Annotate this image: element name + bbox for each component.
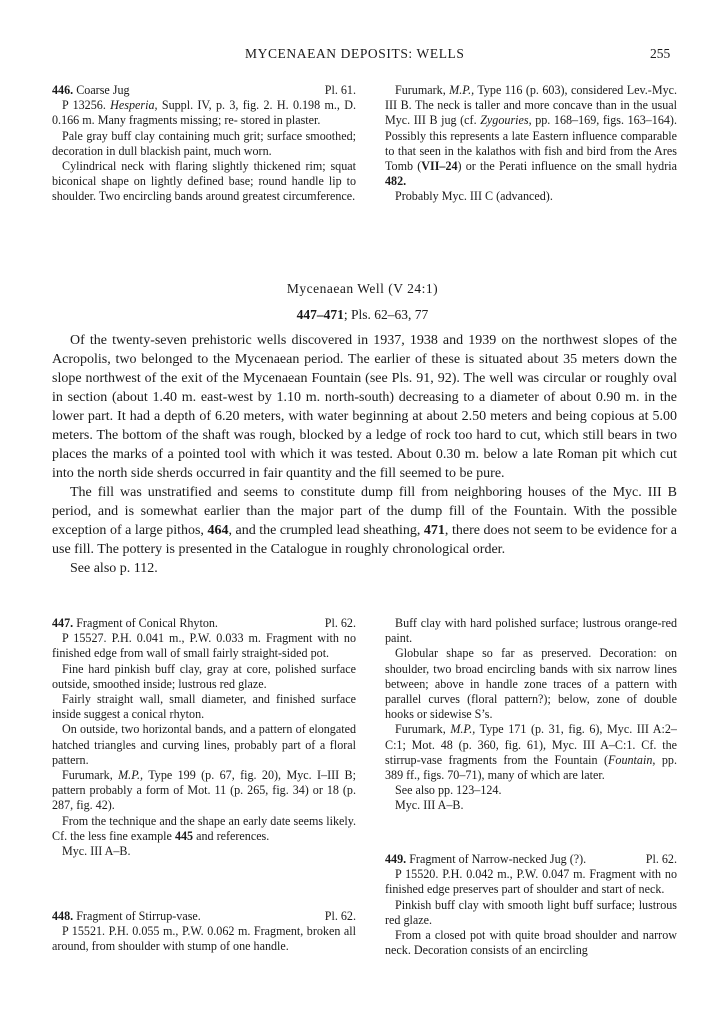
entry-447-heading: 447. Fragment of Conical Rhyton. Pl. 62. [52, 616, 356, 630]
plate-ref: Pl. 61. [324, 83, 356, 97]
entry-title: Coarse Jug [76, 83, 130, 97]
entry-number: 446. [52, 83, 74, 97]
entry-446: 446. Coarse Jug Pl. 61. P 13256. Hesperia, Suppl. IV, p. 3, fig. 2. H. 0.198 m., D. 0.166 m. Many fragments missing; re- stored in plaster. Pale gray buff clay containing much grit; surface smoothed; decoration in dull blackish paint, much worn. Cylindrical neck with flaring slightly thickened rim; squat biconical shape on lightly defined base; round handle lip to shoulder. Two encircling bands around greatest circumference. [52, 83, 356, 204]
entry-449-heading: 449. Fragment of Narrow-necked Jug (?). Pl. 62. [385, 852, 677, 866]
entry-448: 448. Fragment of Stirrup-vase. Pl. 62. P 15521. P.H. 0.055 m., P.W. 0.062 m. Fragment, broken all around, from shoulder with stump of one handle. [52, 909, 356, 954]
paragraph: Probably Myc. III C (advanced). [395, 189, 553, 204]
paragraph: See also p. 112. [70, 561, 158, 576]
entry-446-heading [52, 83, 356, 98]
page-number: 255 [650, 46, 671, 61]
paragraph: Of the twenty-seven prehistoric wells discovered in 1937, 1938 and 1939 on the northwest slopes of the Acropolis, two belonged to the Mycenaean period. The earlier of these is situated about 35 meters down the slope northwest of the exit of the Mycenaean Fountain (see Pls. 91, 92). The well was circular or roughly oval in section (about 1.40 m. east-west by 1.10 m. north-south) decreasing to a diameter of about 0.90 m. in the lower part. It had a depth of 6.20 meters, with water beginning at about 2.50 meters and being copious at 5.00 meters. The bottom of the shaft was rough, blocked by a ledge of rock too hard to cut, which still bears in two places the marks of a pointed tool with which it was tested. About 0.30 m. below a late Roman pit which cut into the north side sherds occurred in fair quantity and the fill seemed to be pure. [52, 333, 677, 481]
paragraph: Cylindrical neck with flaring slightly thickened rim; squat biconical shape on lightly defined base; round handle lip to shoulder. Two encircling bands around greatest circumference. [52, 159, 356, 204]
entry-449: 449. Fragment of Narrow-necked Jug (?). Pl. 62. P 15520. P.H. 0.042 m., P.W. 0.047 m. Fragment with no finished edge preserves part of shoulder and start of neck. Pinkish buff clay with smooth light buff surface; lustrous red glaze. From a closed pot with quite broad shoulder and narrow neck. Decoration consists of an encircling [385, 852, 677, 958]
entry-448-heading: 448. Fragment of Stirrup-vase. Pl. 62. [52, 909, 356, 923]
entry-446-continued: Furumark, M.P., Type 116 (p. 603), considered Lev.-Myc. III B. The neck is taller and more concave than in the usual Myc. III B jug (cf. Zygouries, pp. 168–169, figs. 163–164). Possibly this represents a late Eastern influence comparable to that seen in the kalathos with fish and bird from the Ares Tomb (VII–24) or the Perati influence on the small hydria 482. Probably Myc. III C (advanced). [385, 83, 678, 204]
intro-text: Of the twenty-seven prehistoric wells discovered in 1937, 1938 and 1939 on the northwest slopes of the Acropolis, two belonged to the Mycenaean period. The earlier of these is situated about 35 meters down the slope northwest of the exit of the Mycenaean Fountain (see Pls. 91, 92). The well was circular or roughly oval in section (about 1.40 m. east-west by 1.10 m. north-south) decreasing to a diameter of about 0.90 m. in the lower part. It had a depth of 6.20 meters, with water beginning at about 2.50 meters and being copious at 5.00 meters. The bottom of the shaft was rough, blocked by a ledge of rock too hard to cut, which still bears in two places the marks of a pointed tool with which it was tested. About 0.30 m. below a late Roman pit which cut into the north side sherds occurred in fair quantity and the fill seemed to be pure. The fill was unstratified and seems to constitute dump fill from neighboring houses of the Myc. III B period, and is somewhat earlier than the major part of the dump fill of the Fountain. With the possible exception of a large pithos, 464, and the crumpled lead sheathing, 471, there does not seem to be evidence for a use fill. The pottery is presented in the Catalogue in roughly chronological order. See also p. 112. [52, 333, 677, 576]
entry-448-continued: Buff clay with hard polished surface; lustrous orange-red paint. Globular shape so far as preserved. Decoration: on shoulder, two broad encircling bands with six narrow lines between; above in handle zone traces of a pattern with parallel curves (floral pattern?); below, zone of double hooks or sidewise S’s. Furumark, M.P., Type 171 (p. 31, fig. 6), Myc. III A:2–C:1; Mot. 48 (p. 360, fig. 61), Myc. III A–C:1. Cf. the stirrup-vase fragments from the Fountain (Fountain, pp. 389 ff., figs. 70–71), many of which are later. See also pp. 123–124. Myc. III A–B. [385, 616, 677, 813]
running-title: MYCENAEAN DEPOSITS: WELLS [245, 46, 465, 61]
section-range: 447–471; Pls. 62–63, 77 [296, 307, 429, 322]
section-title: Mycenaean Well (V 24:1) [286, 281, 439, 296]
paragraph: Pale gray buff clay containing much grit; surface smoothed; decoration in dull blackish paint, much worn. [52, 128, 356, 158]
entry-447: 447. Fragment of Conical Rhyton. Pl. 62. P 15527. P.H. 0.041 m., P.W. 0.033 m. Fragment with no finished edge from wall of small fairly straight-sided pot. Fine hard pinkish buff clay, gray at core, polished surface outside, smoothed inside; lustrous red glaze. Fairly straight wall, small diameter, and finished surface inside suggest a conical rhyton. On outside, two horizontal bands, and a pattern of elongated hatched triangles and curving lines, probably part of a floral pattern. Furumark, M.P., Type 199 (p. 67, fig. 20), Myc. I–III B; pattern probably a form of Mot. 11 (p. 265, fig. 34) or 18 (p. 287, fig. 42). From the technique and the shape an early date seems likely. Cf. the less fine example 445 and references. Myc. III A–B. [52, 616, 356, 859]
